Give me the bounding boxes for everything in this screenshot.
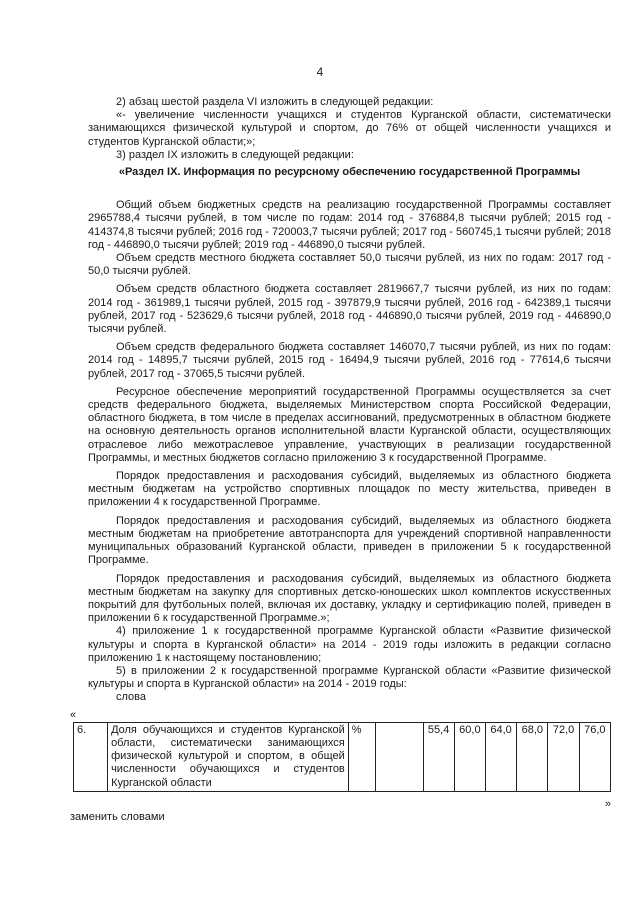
empty-cell — [376, 722, 423, 791]
paragraph: «- увеличение численности учащихся и студентов Курганской области, систематически занимающихся физической культурой и спортом, до 76% от общей численности учащихся и студентов Курганской области;»; — [88, 109, 611, 148]
paragraph: Порядок предоставления и расходования субсидий, выделяемых из областного бюджета местным бюджетам на приобретение автотранспорта для учреждений спортивной направленности муниципальных образований Курганской области, приведен в приложении 5 к государственной Программе. — [88, 514, 611, 567]
table-row — [74, 722, 611, 791]
paragraph: Объем средств местного бюджета составляет 50,0 тысячи рублей, из них по годам: 2017 год - 50,0 тысячи рублей. — [88, 252, 611, 278]
closing-quote: » — [604, 797, 611, 810]
page-number: 4 — [316, 65, 324, 79]
value-cell: 55,4 — [423, 722, 454, 791]
opening-quote: « — [70, 708, 77, 721]
paragraph: слова — [116, 691, 146, 704]
paragraph: Порядок предоставления и расходования субсидий, выделяемых из областного бюджета местным бюджетам на закупку для спортивных детско-юношеских школ комплектов искусственных покрытий для футбольных полей, включая их доставку, укладку и сертификацию полей, приведен в приложении 6 к государственной Программе.»; — [88, 572, 611, 625]
value-cell: 76,0 — [579, 722, 610, 791]
paragraph: 5) в приложении 2 к государственной программе Курганской области «Развитие физической культуры и спорта в Курганской области» на 2014 - 2019 годы: — [88, 664, 611, 691]
paragraph: 2) абзац шестой раздела VI изложить в следующей редакции: — [116, 96, 434, 108]
value-cell: 60,0 — [454, 722, 485, 791]
indicator-table — [73, 722, 611, 792]
replace-text: заменить словами — [70, 810, 165, 823]
indicator-name: Доля обучающихся и студентов Курганской области, систематически занимающихся физической культурой и спортом, в общей численности обучающихся и студентов Курганской области — [108, 722, 349, 791]
value-cell: 68,0 — [517, 722, 548, 791]
paragraph: 3) раздел IX изложить в следующей редакции: — [116, 148, 354, 161]
unit-cell: % — [348, 722, 375, 791]
section-heading: «Раздел IX. Информация по ресурсному обеспечению государственной Программы — [118, 166, 581, 179]
paragraph: Ресурсное обеспечение мероприятий государственной Программы осуществляется за счет средств федерального бюджета, выделяемых Министерством спорта Российской Федерации, областного бюджета, в том числе в пределах ассигнований, предусмотренных в областном бюджете на основную деятельность органов исполнительной власти Курганской области, осуществляющих отраслевое либо межотраслевое управление, участвующих в реализации государственной Программы, и местных бюджетов согласно приложению 3 к государственной Программе. — [88, 385, 611, 464]
paragraph: Порядок предоставления и расходования субсидий, выделяемых из областного бюджета местным бюджетам на устройство спортивных площадок по месту жительства, приведен в приложении 4 к государственной Программе. — [88, 470, 611, 509]
paragraph: Общий объем бюджетных средств на реализацию государственной Программы составляет 2965788,4 тысячи рублей, в том числе по годам: 2014 год - 376884,8 тысячи рублей; 2015 год - 414374,8 тысячи рублей; 2016 год - 720003,7 тысячи рублей; 2017 год - 560745,1 тысячи рублей; 2018 год - 446890,0 тысячи рублей; 2019 год - 446890,0 тысячи рублей. — [88, 199, 611, 251]
paragraph: Объем средств областного бюджета составляет 2819667,7 тысячи рублей, из них по годам: 2014 год - 361989,1 тысячи рублей, 2015 год - 397879,9 тысячи рублей, 2016 год - 642389,1 тысячи рублей, 2017 год - 523629,6 тысячи рублей, 2018 год - 446890,0 тысячи рублей, 2019 год - 446890,0 тысячи рублей. — [88, 283, 611, 336]
row-number: 6. — [74, 722, 108, 791]
paragraph: 4) приложение 1 к государственной программе Курганской области «Развитие физической культуры и спорта в Курганской области» на 2014 - 2019 годы изложить в редакции согласно приложению 1 к настоящему постановлению; — [88, 625, 611, 664]
document-body — [70, 96, 611, 824]
value-cell: 72,0 — [548, 722, 579, 791]
paragraph: Объем средств федерального бюджета составляет 146070,7 тысячи рублей, из них по годам: 2014 год - 14895,7 тысячи рублей, 2015 год - 16494,9 тысячи рублей, 2016 год - 77614,6 тысячи рублей, 2017 год - 37065,5 тысячи рублей. — [88, 341, 611, 380]
value-cell: 64,0 — [485, 722, 516, 791]
